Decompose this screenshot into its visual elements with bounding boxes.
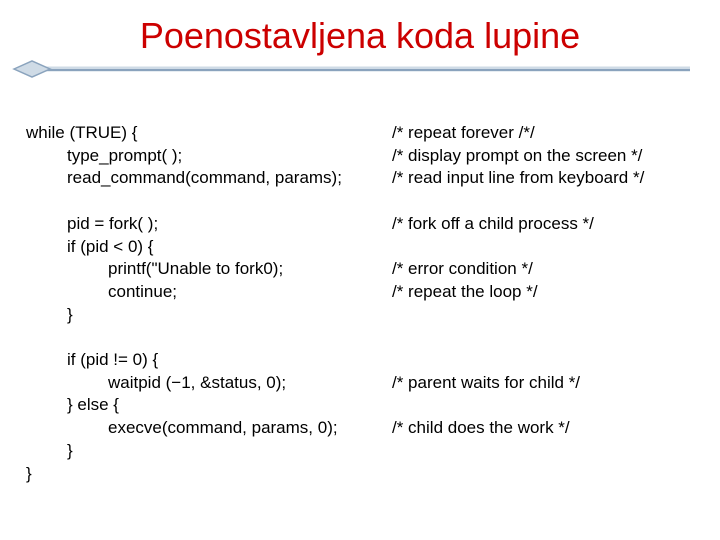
code-line xyxy=(0,144,720,167)
code-line xyxy=(0,257,720,280)
code-line xyxy=(0,393,720,416)
code-statement: } xyxy=(26,464,32,483)
code-statement: if (pid < 0) { xyxy=(67,237,154,256)
code-line xyxy=(0,439,720,462)
code-comment: /* repeat the loop */ xyxy=(392,282,538,301)
code-statement: continue; xyxy=(108,282,177,301)
code-line xyxy=(0,416,720,439)
code-line xyxy=(0,303,720,326)
code-line xyxy=(0,166,720,189)
code-line xyxy=(0,462,720,485)
code-line xyxy=(0,348,720,371)
code-comment: /* child does the work */ xyxy=(392,418,570,437)
code-statement: type_prompt( ); xyxy=(67,146,183,165)
code-comment: /* display prompt on the screen */ xyxy=(392,146,643,165)
code-line xyxy=(0,371,720,394)
code-line xyxy=(0,325,720,348)
code-line xyxy=(0,189,720,212)
code-statement: while (TRUE) { xyxy=(26,123,138,142)
code-statement: } else { xyxy=(67,395,119,414)
code-comment: /* parent waits for child */ xyxy=(392,373,581,392)
code-line xyxy=(0,235,720,258)
code-line xyxy=(0,212,720,235)
slide-title: Poenostavljena koda lupine xyxy=(139,15,581,56)
code-statement: waitpid (−1, &status, 0); xyxy=(108,373,287,392)
code-statement: pid = fork( ); xyxy=(67,214,159,233)
code-line xyxy=(0,121,720,144)
code-statement: execve(command, params, 0); xyxy=(108,418,338,437)
code-statement: read_command(command, params); xyxy=(67,168,342,187)
code-comment: /* error condition */ xyxy=(392,259,533,278)
code-comment: /* read input line from keyboard */ xyxy=(392,168,645,187)
code-statement: printf("Unable to fork0); xyxy=(108,259,284,278)
code-comment: /* fork off a child process */ xyxy=(392,214,594,233)
code-line xyxy=(0,280,720,303)
title-divider xyxy=(10,58,690,82)
code-statement: if (pid != 0) { xyxy=(67,350,159,369)
code-statement: } xyxy=(67,441,73,460)
code-comment: /* repeat forever /*/ xyxy=(392,123,535,142)
code-statement: } xyxy=(67,305,73,324)
